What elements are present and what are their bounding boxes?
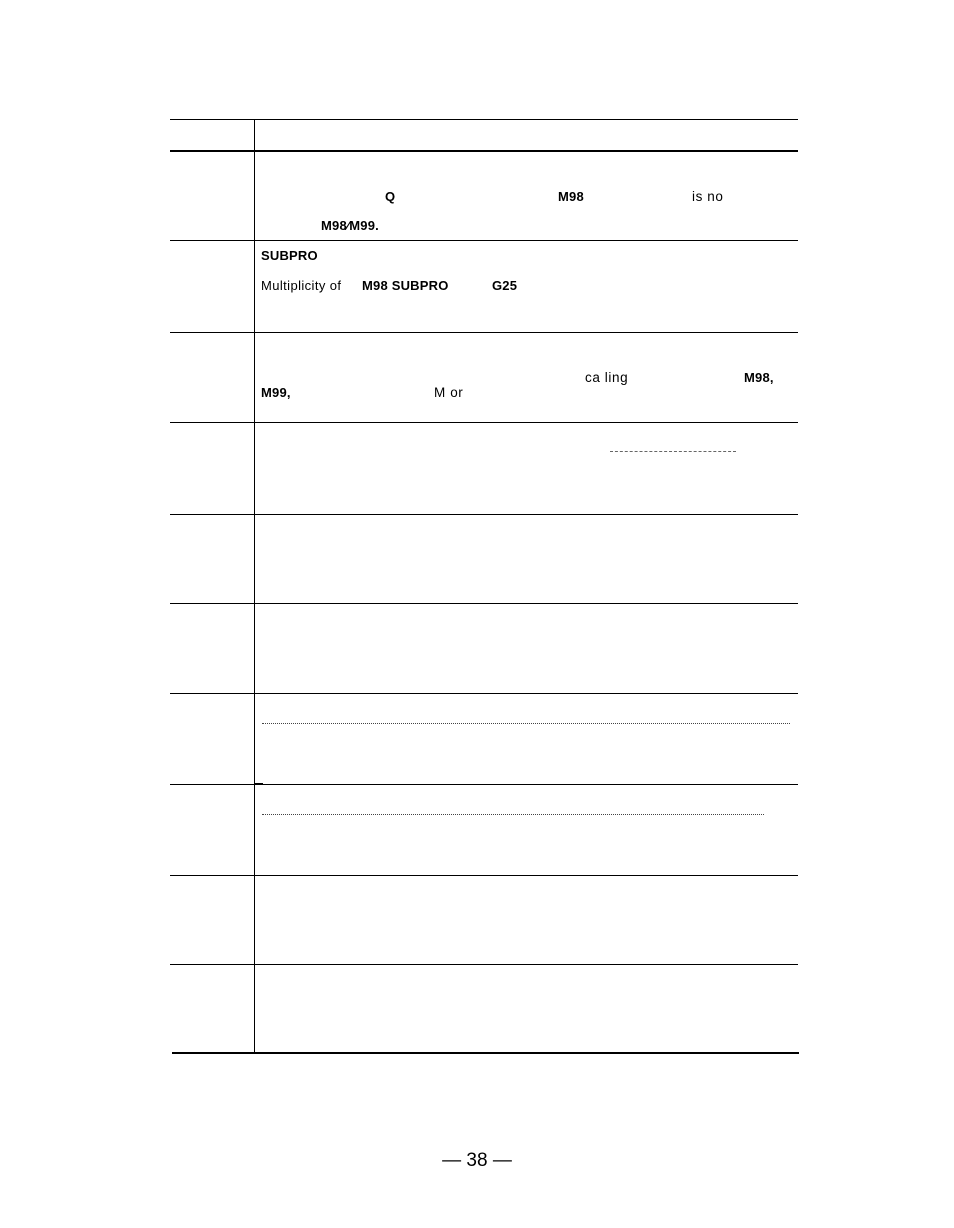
row1-text-m98: M98 [558, 189, 584, 204]
row2-text-subpro: SUBPRO [261, 248, 318, 263]
row3-text-m99: M99, [261, 385, 291, 400]
row3-text-caling: ca ling [585, 370, 629, 385]
row3-text-m-or: M or [434, 385, 464, 400]
row-rule [170, 875, 798, 876]
row1-text-is-no: is no [692, 189, 724, 204]
row2-text-g25: G25 [492, 278, 518, 293]
row-rule [170, 332, 798, 333]
row1-text-m98-m99: M98∕M99. [321, 218, 379, 233]
column-divider [254, 119, 255, 1053]
row1-text-q: Q [385, 189, 396, 204]
page-number: — 38 — [442, 1150, 512, 1171]
table-bottom-rule [172, 1052, 799, 1054]
row-rule [170, 603, 798, 604]
row-rule [170, 693, 798, 694]
small-tick-mark [254, 783, 263, 785]
row-rule [170, 240, 798, 241]
row-rule [170, 514, 798, 515]
row2-text-multiplicity: Multiplicity of [261, 278, 342, 293]
faint-dotted-mark [262, 723, 790, 724]
table-top-rule [170, 119, 798, 120]
row-rule [170, 422, 798, 423]
row-rule [170, 964, 798, 965]
faint-dotted-mark [610, 451, 736, 452]
row3-text-m98: M98, [744, 370, 774, 385]
faint-dotted-mark [262, 814, 764, 815]
row2-text-m98-subpro: M98 SUBPRO [362, 278, 449, 293]
table-header-rule [170, 150, 798, 152]
row-rule [170, 784, 798, 785]
